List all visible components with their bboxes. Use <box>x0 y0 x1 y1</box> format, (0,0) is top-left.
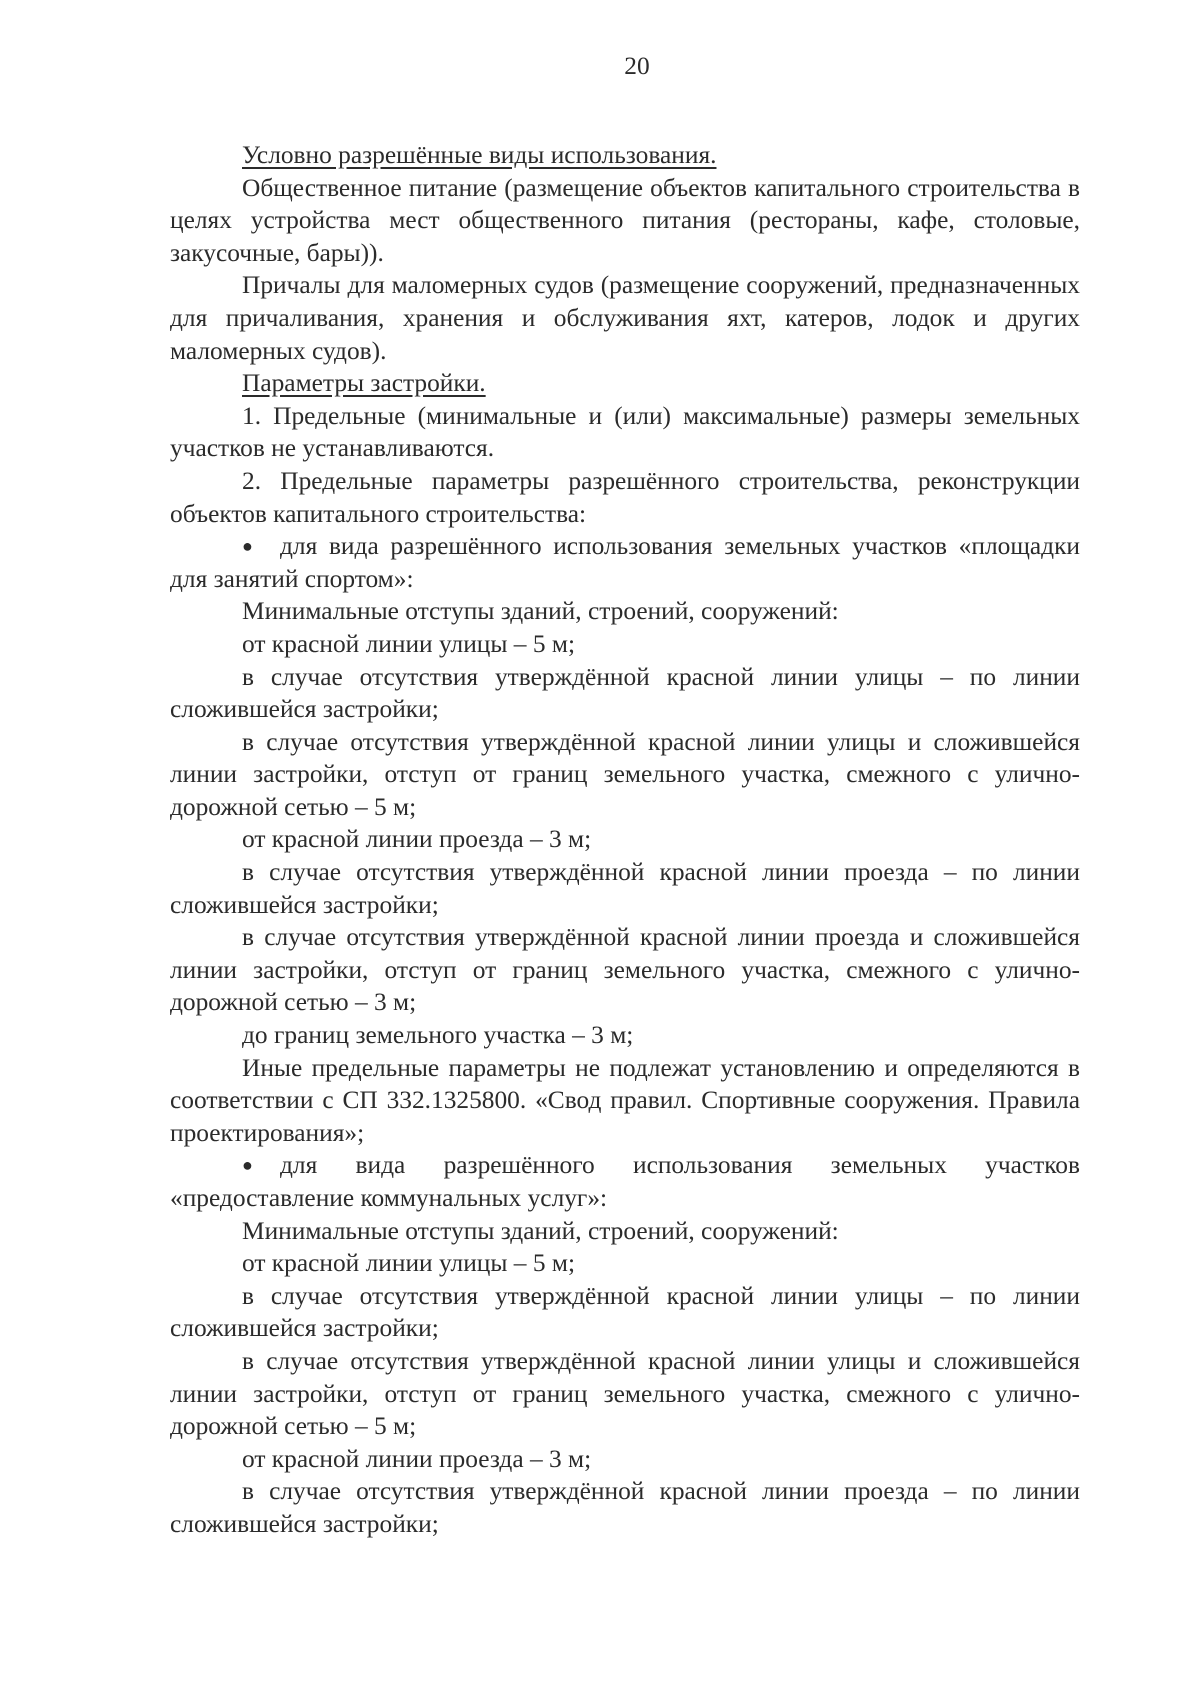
paragraph <box>170 921 1080 1019</box>
paragraph-text: в случае отсутствия утверждённой красной линии проезда – по линии сложившейся застройки; <box>170 1477 1080 1538</box>
paragraph-text: от красной линии проезда – 3 м; <box>242 1444 592 1473</box>
paragraph <box>170 1215 1080 1248</box>
paragraph-text: от красной линии улицы – 5 м; <box>242 629 576 658</box>
paragraph-text: в случае отсутствия утверждённой красной линии улицы – по линии сложившейся застройки; <box>170 662 1080 724</box>
paragraph <box>170 1443 1080 1476</box>
bullet-icon: ● <box>242 536 253 557</box>
paragraph <box>170 1052 1080 1150</box>
paragraph <box>170 1019 1080 1052</box>
bullet-item-text: для вида разрешённого использования земельных участков «площадки для занятий спортом»: <box>170 532 1080 593</box>
paragraph-text: 1. Предельные (минимальные и (или) максимальные) размеры земельных участков не устанавливаются. <box>170 401 1080 463</box>
paragraph-text: в случае отсутствия утверждённой красной линии проезда – по линии сложившейся застройки; <box>170 858 1080 919</box>
paragraph <box>170 400 1080 465</box>
paragraph <box>170 595 1080 628</box>
paragraph <box>170 628 1080 661</box>
paragraph <box>170 1475 1080 1540</box>
paragraph-text: от красной линии улицы – 5 м; <box>242 1249 576 1278</box>
paragraph-text: Минимальные отступы зданий, строений, сооружений: <box>242 1216 839 1245</box>
paragraph-text: в случае отсутствия утверждённой красной линии улицы и сложившейся линии застройки, отступ от границ земельного участка, смежного с улично-дорожной сетью – 5 м; <box>170 1346 1080 1441</box>
bullet-icon: ● <box>242 1155 253 1176</box>
paragraph-text: в случае отсутствия утверждённой красной линии улицы и сложившейся линии застройки, отступ от границ земельного участка, смежного с улично-дорожной сетью – 5 м; <box>170 727 1080 821</box>
paragraph <box>170 1280 1080 1345</box>
paragraph <box>170 1247 1080 1280</box>
paragraph-text: в случае отсутствия утверждённой красной линии улицы – по линии сложившейся застройки; <box>170 1281 1080 1343</box>
page-number: 20 <box>624 52 650 80</box>
document-body <box>170 139 1080 1541</box>
section-heading <box>170 367 1080 400</box>
paragraph <box>170 823 1080 856</box>
paragraph <box>170 856 1080 921</box>
bullet-item <box>170 1149 1080 1214</box>
paragraph-text: Причалы для маломерных судов (размещение сооружений, предназначенных для причаливания, хранения и обслуживания яхт, катеров, лодок и других маломерных судов). <box>170 271 1080 365</box>
paragraph <box>170 465 1080 530</box>
bullet-item-text: для вида разрешённого использования земельных участков «предоставление коммунальных услуг»: <box>170 1151 1080 1212</box>
paragraph <box>170 172 1080 270</box>
paragraph-text: Иные предельные параметры не подлежат установлению и определяются в соответствии с СП 332.1325800. «Свод правил. Спортивные сооружения. Правила проектирования»; <box>170 1053 1080 1147</box>
paragraph-text: от красной линии проезда – 3 м; <box>242 825 592 854</box>
bullet-item <box>170 530 1080 595</box>
paragraph <box>170 661 1080 726</box>
section-heading <box>170 139 1080 172</box>
paragraph-text: в случае отсутствия утверждённой красной линии проезда и сложившейся линии застройки, отступ от границ земельного участка, смежного с улично-дорожной сетью – 3 м; <box>170 923 1080 1017</box>
paragraph-text: Общественное питание (размещение объектов капитального строительства в целях устройства мест общественного питания (рестораны, кафе, столовые, закусочные, бары)). <box>170 173 1080 267</box>
paragraph <box>170 1345 1080 1443</box>
section-heading-text: Условно разрешённые виды использования. <box>242 141 717 169</box>
paragraph <box>170 269 1080 367</box>
section-heading-text: Параметры застройки. <box>242 369 486 398</box>
paragraph <box>170 726 1080 824</box>
paragraph-text: Минимальные отступы зданий, строений, сооружений: <box>242 597 839 626</box>
paragraph-text: до границ земельного участка – 3 м; <box>242 1021 634 1050</box>
paragraph-text: 2. Предельные параметры разрешённого строительства, реконструкции объектов капитального строительства: <box>170 466 1080 528</box>
